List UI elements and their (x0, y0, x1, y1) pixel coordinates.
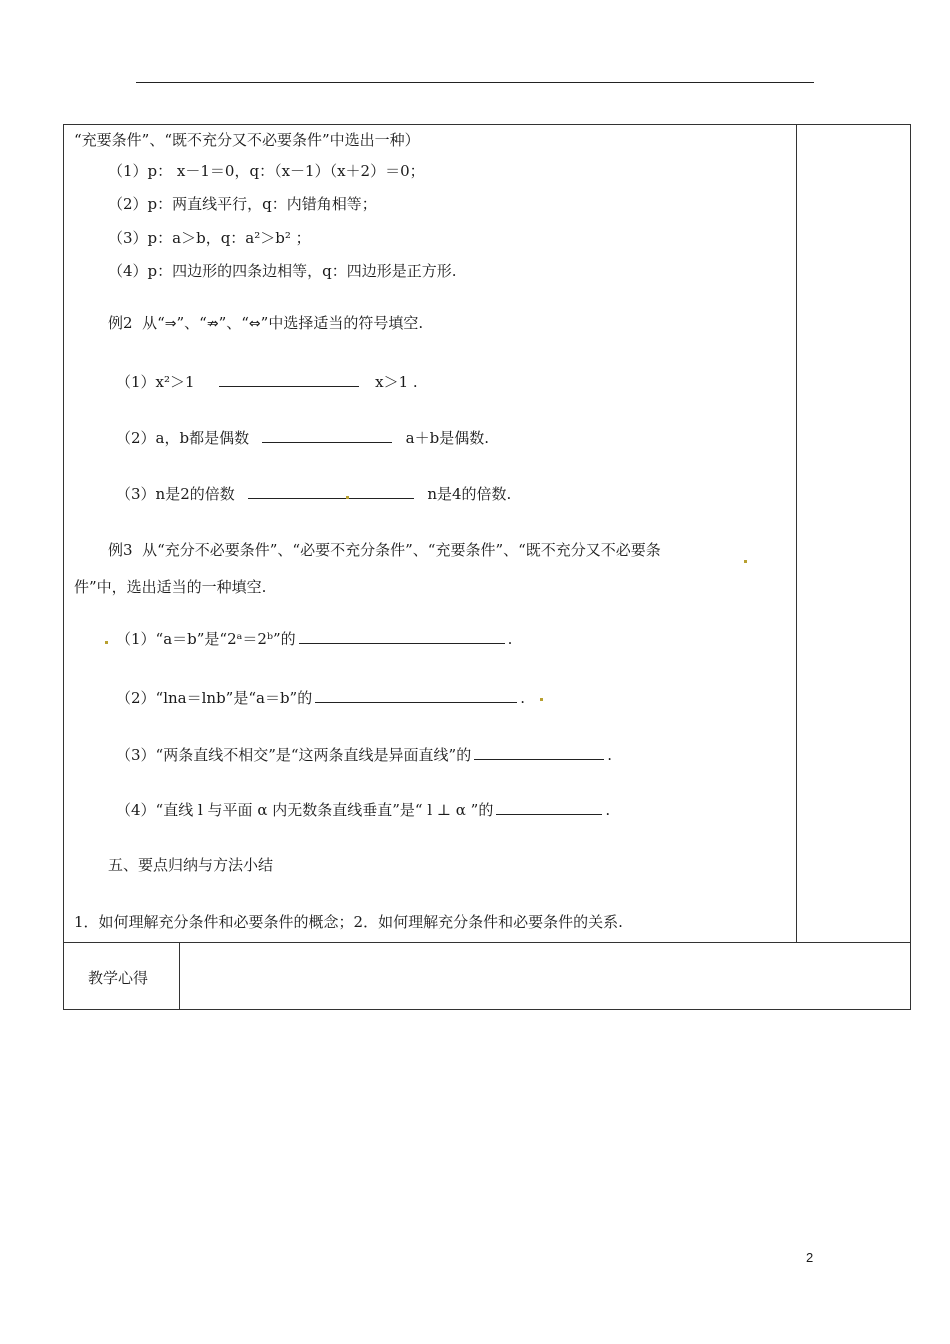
ex2-item-1 (116, 372, 418, 392)
item-end: . (607, 746, 613, 764)
section-5-title: 五、要点归纳与方法小结 (108, 856, 274, 874)
item-text: “两条直线不相交”是“这两条直线是异面直线”的 (155, 746, 472, 764)
prompt-text: 从“充分不必要条件”、“必要不充分条件”、“充要条件”、“既不充分又不必要条 (142, 541, 661, 559)
prompt-text: 从“ (142, 314, 165, 332)
prompt-text: ”中选择适当的符号填空. (260, 314, 424, 332)
ex3-item-3 (116, 745, 612, 765)
not-implies-symbol: ⇏ (206, 316, 219, 332)
lesson-table (63, 124, 911, 1010)
iff-symbol: ⇔ (248, 316, 261, 332)
prompt-text: ”、“ (218, 314, 249, 332)
answer-blank[interactable] (262, 428, 392, 443)
example-3-prompt-cont: 件”中，选出适当的一种填空. (74, 578, 267, 596)
item-number: （1） (116, 373, 156, 391)
item-number: （3） (116, 746, 156, 764)
ex3-item-1 (116, 629, 512, 649)
problem-2 (108, 194, 377, 214)
right-column-divider (796, 124, 797, 942)
problem-1 (108, 161, 425, 181)
scan-mark (105, 641, 108, 644)
ex3-item-4 (116, 800, 610, 820)
implies-symbol: ⇒ (164, 316, 177, 332)
item-right: a＋b是偶数. (405, 429, 489, 447)
prompt-text: ”、“ (176, 314, 207, 332)
answer-blank[interactable] (496, 800, 602, 815)
example-3-prompt (108, 540, 661, 560)
example-label: 例2 (108, 314, 133, 332)
item-left: n是2的倍数 (155, 485, 235, 503)
example-label: 例3 (108, 541, 133, 559)
problem-text: p：四边形的四条边相等，q：四边形是正方形. (147, 262, 457, 280)
item-text: “a＝b”是“2ᵃ＝2ᵇ”的 (155, 630, 296, 648)
problem-number: （3） (108, 229, 148, 247)
answer-blank[interactable] (219, 372, 359, 387)
item-text: “直线 l 与平面 α 内无数条直线垂直”是“ l ⊥ α ”的 (155, 801, 494, 819)
item-end: . (605, 801, 611, 819)
scan-mark (346, 496, 349, 499)
summary-text: 1．如何理解充分条件和必要条件的概念；2．如何理解充分条件和必要条件的关系. (74, 913, 623, 931)
problem-text: p：a＞b，q：a²＞b² ； (147, 229, 311, 247)
item-left: x²＞1 (155, 373, 195, 391)
ex2-item-3 (116, 484, 511, 504)
item-number: （2） (116, 689, 156, 707)
item-text: “lna＝lnb”是“a＝b”的 (155, 689, 313, 707)
item-end: . (507, 630, 513, 648)
item-left: a，b都是偶数 (155, 429, 250, 447)
problem-text: p：两直线平行，q：内错角相等； (147, 195, 377, 213)
problem-number: （1） (108, 162, 148, 180)
item-end: . (520, 689, 526, 707)
item-right: n是4的倍数. (427, 485, 512, 503)
answer-blank[interactable] (299, 629, 505, 644)
problem-number: （2） (108, 195, 148, 213)
example-2-prompt (108, 313, 423, 334)
scan-mark (744, 560, 747, 563)
answer-blank[interactable] (474, 745, 604, 760)
header-rule (136, 82, 814, 83)
problem-number: （4） (108, 262, 148, 280)
reflection-label-divider (179, 942, 180, 1010)
page-number: 2 (806, 1250, 814, 1265)
item-number: （2） (116, 429, 156, 447)
reflection-label: 教学心得 (88, 969, 149, 987)
item-number: （3） (116, 485, 156, 503)
item-right: x＞1 . (375, 373, 418, 391)
ex3-item-2 (116, 688, 525, 708)
item-number: （4） (116, 801, 156, 819)
scan-mark (540, 698, 543, 701)
item-number: （1） (116, 630, 156, 648)
problem-text: p： x－1＝0，q：（x－1）（x＋2）＝0； (147, 162, 425, 180)
problem-3 (108, 228, 311, 248)
answer-blank[interactable] (315, 688, 517, 703)
reflection-row-divider (63, 942, 911, 943)
ex2-item-2 (116, 428, 489, 448)
answer-blank[interactable] (248, 484, 414, 499)
intro-fragment: “充要条件”、“既不充分又不必要条件”中选出一种） (74, 131, 420, 149)
problem-4 (108, 261, 457, 281)
